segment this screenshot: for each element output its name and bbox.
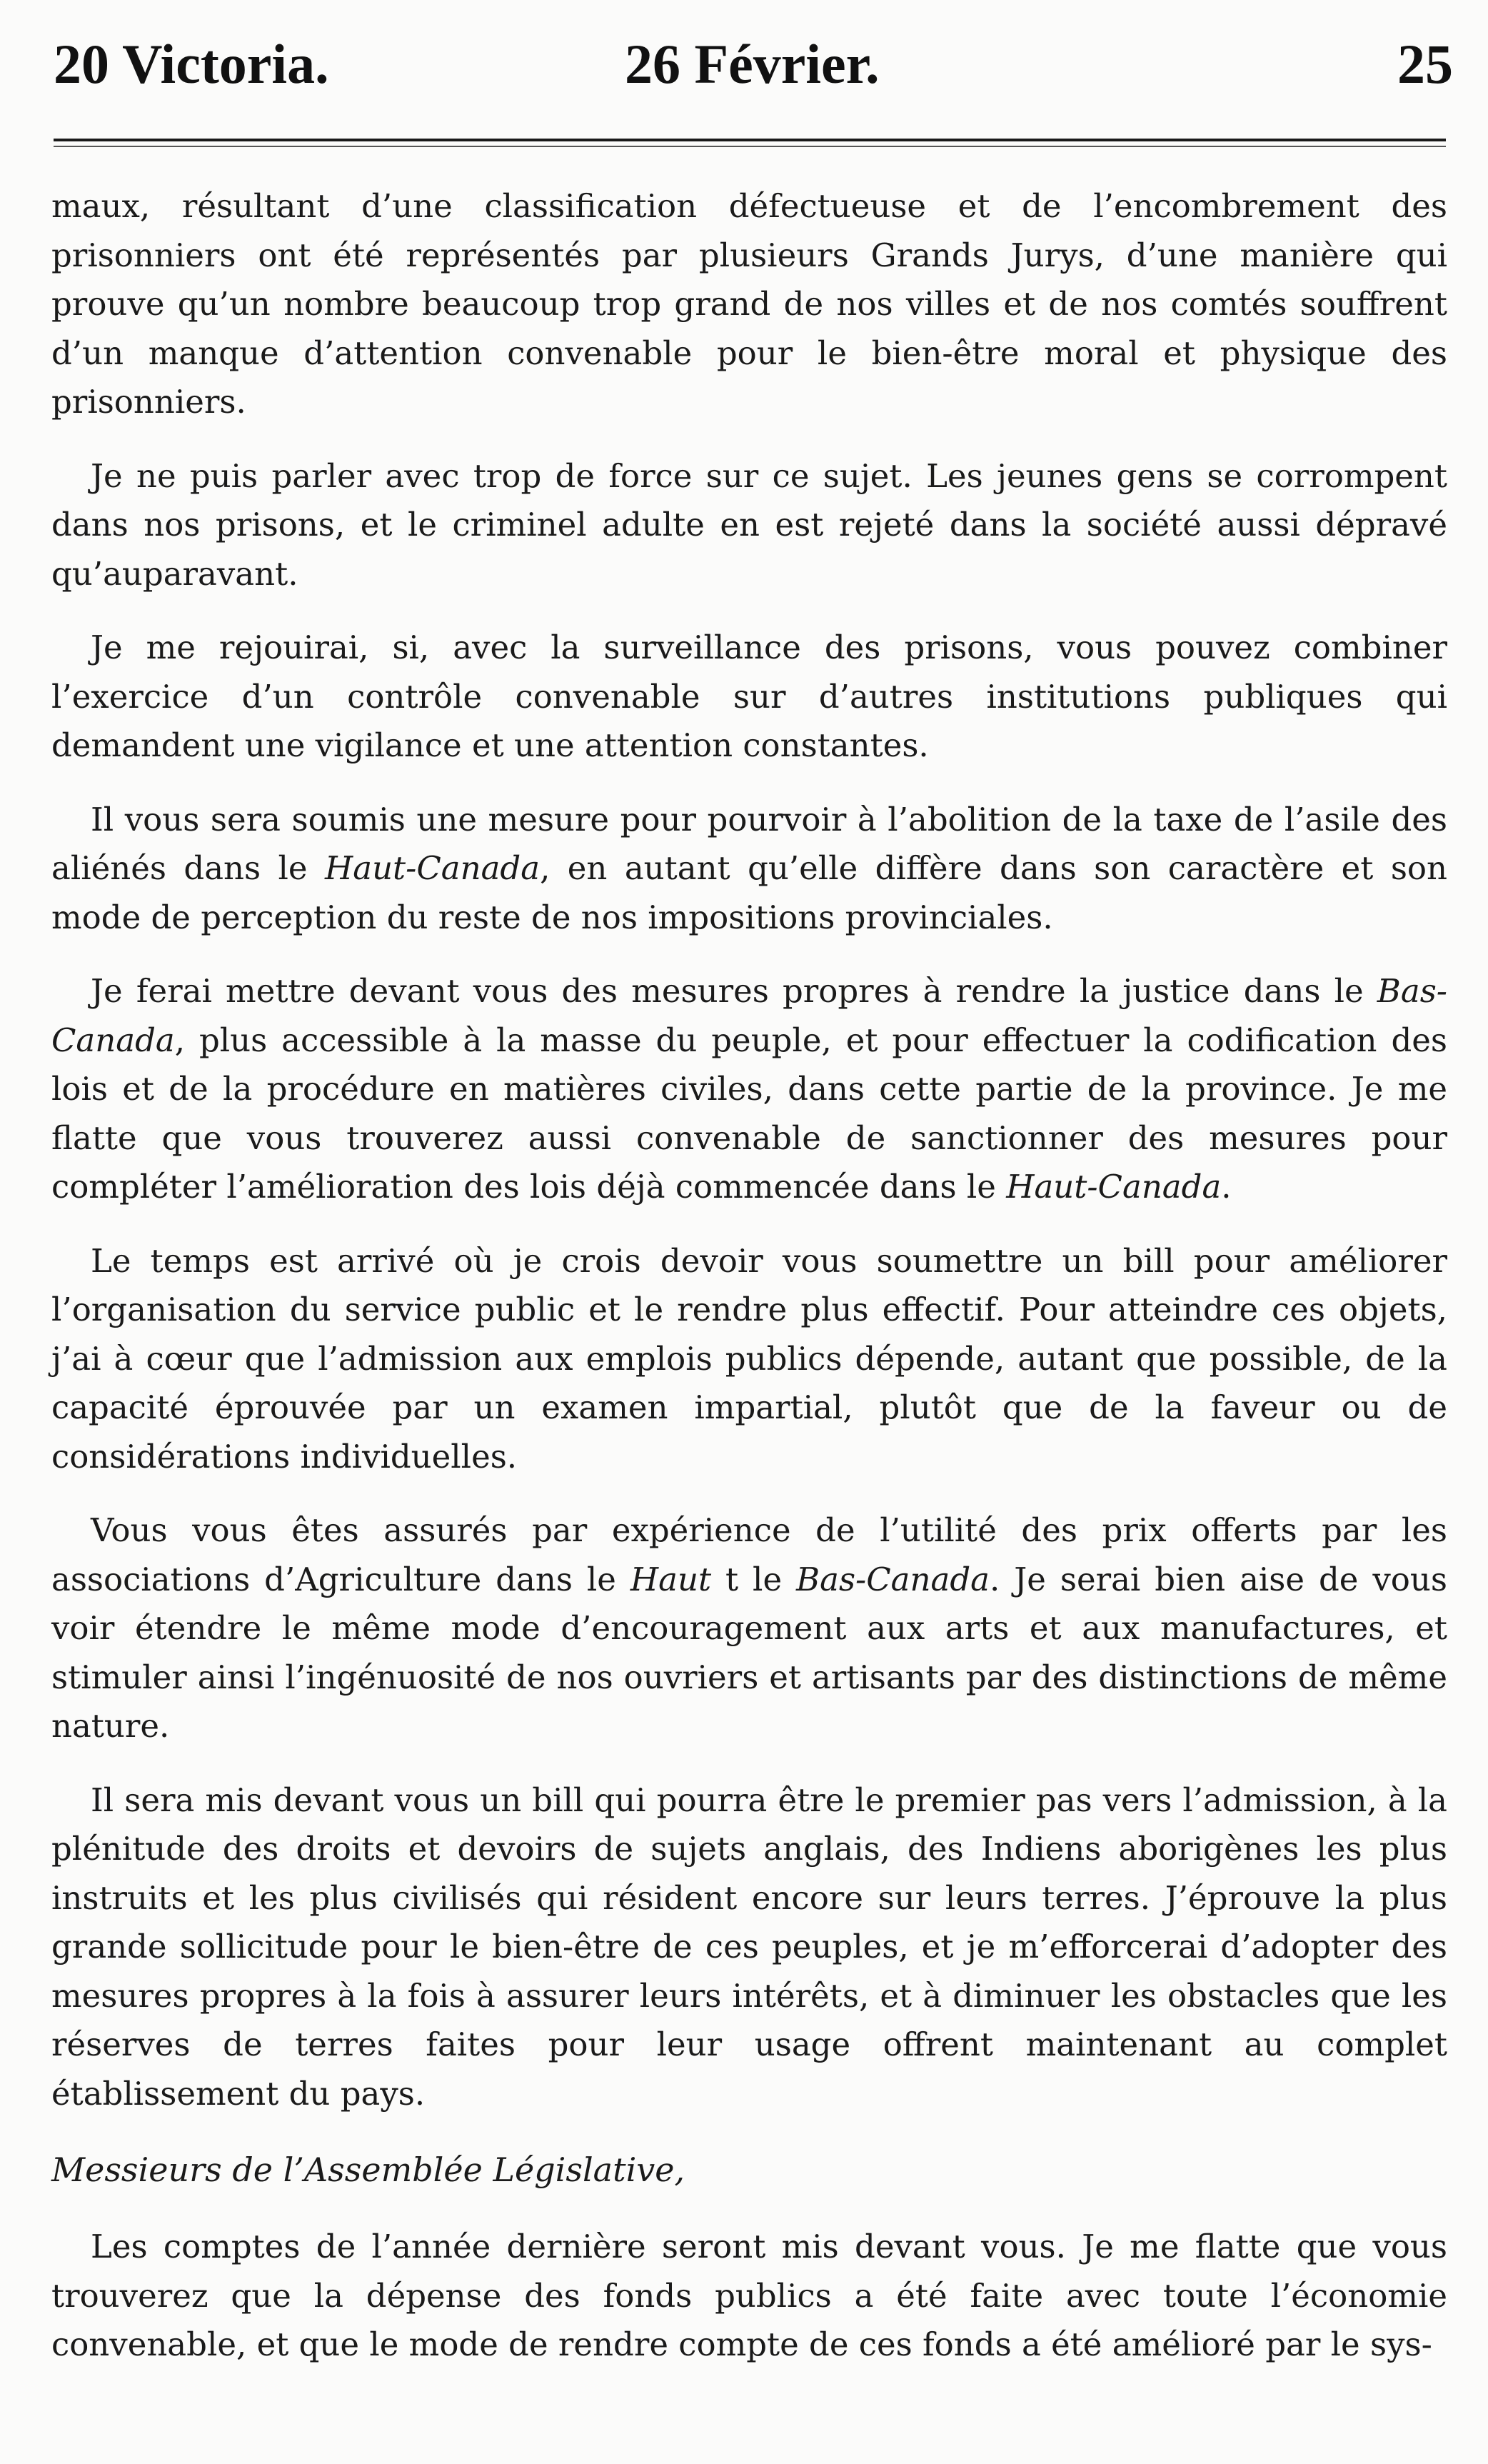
place-name: Bas-Canada [796, 1560, 990, 1598]
paragraph-text: t le [711, 1560, 797, 1598]
paragraph-text: Il vous sera soumis une mesure pour pourvoir à l’abolition de la taxe de l’asile des aliénés dans le [51, 800, 1447, 887]
paragraph-text: Le temps est arrivé où je crois devoir vous soumettre un bill pour améliorer l’organisation du service public et le rendre plus effectif. Pour atteindre ces objets, j’ai à cœur que l’admission aux emplois publics dépende, autant que possible, de la capacité éprouvée par un examen impartial, plutôt que de la faveur ou de considérations individuelles. [51, 1241, 1447, 1476]
page-header [54, 29, 1453, 100]
place-name: Haut-Canada [325, 849, 541, 887]
paragraph-text: . Je serai bien aise de vous voir étendre le même mode d’encouragement aux arts et aux manufactures, et stimuler ainsi l’ingénuosité de nos ouvriers et artisants par des distinctions de même nature. [51, 1560, 1447, 1745]
paragraph-text: maux, résultant d’une classification défectueuse et de l’encombrement des prisonniers ont été représentés par plusieurs Grands Jurys, d’une manière qui prouve qu’un nombre beaucoup trop grand de nos villes et de nos comtés souffrent d’un manque d’attention convenable pour le bien-être moral et physique des prisonniers. [51, 187, 1447, 421]
paragraph-text: , en autant qu’elle diffère dans son caractère et son mode de perception du reste de nos impositions provinciales. [51, 849, 1447, 936]
paragraph-text: Je ferai mettre devant vous des mesures propres à rendre la justice dans le [91, 972, 1377, 1010]
paragraph-text: Vous vous êtes assurés par expérience de l’utilité des prix offerts par les associations d’Agriculture dans le [51, 1511, 1447, 1598]
paragraph-2 [51, 452, 1447, 599]
paragraph-text: Je me rejouirai, si, avec la surveillance des prisons, vous pouvez combiner l’exercice d’un contrôle convenable sur d’autres institutions publiques qui demandent une vigilance et une attention constantes. [51, 628, 1447, 764]
paragraph-text: Les comptes de l’année dernière seront mis devant vous. Je me flatte que vous trouverez que la dépense des fonds publics a été faite avec toute l’économie convenable, et que le mode de rendre compte de ces fonds a été amélioré par le sys- [51, 2228, 1447, 2363]
paragraph-7 [51, 1506, 1447, 1751]
place-name: Haut-Canada [1006, 1168, 1222, 1206]
paragraph-1 [51, 182, 1447, 427]
paragraph-text: Je ne puis parler avec trop de force sur ce sujet. Les jeunes gens se corrompent dans nos prisons, et le criminel adulte en est rejeté dans la société aussi dépravé qu’auparavant. [51, 456, 1447, 593]
paragraph-text: Il sera mis devant vous un bill qui pourra être le premier pas vers l’admission, à la plénitude des droits et devoirs de sujets anglais, des Indiens aborigènes les plus instruits et les plus civilisés qui résident encore sur leurs terres. J’éprouve la plus grande sollicitude pour le bien-être de ces peuples, et je m’efforcerai d’adopter des mesures propres à la fois à assurer leurs intérêts, et à diminuer les obstacles que les réserves de terres faites pour leur usage offrent maintenant au complet établissement du pays. [51, 1781, 1447, 2113]
paragraph-6 [51, 1237, 1447, 1482]
paragraph-final [51, 2223, 1447, 2370]
header-left-text: 20 Victoria. [54, 33, 329, 95]
header-rule [54, 139, 1446, 141]
paragraph-text: , plus accessible à la masse du peuple, et pour effectuer la codification des lois et de la procédure en matières civiles, dans cette partie de la province. Je me flatte que vous trouverez aussi convenable de sanctionner des mesures pour compléter l’amélioration des lois déjà commencée dans le [51, 1021, 1447, 1206]
header-date: 26 Février. [625, 33, 880, 95]
paragraph-3 [51, 623, 1447, 771]
paragraph-text: . [1221, 1168, 1232, 1206]
place-name: Haut [630, 1560, 712, 1598]
place-name: Bas-Canada [51, 972, 1447, 1059]
header-rule-secondary [54, 146, 1446, 147]
paragraph-4 [51, 796, 1447, 943]
body-text [51, 182, 1447, 2395]
section-heading: Messieurs de l’Assemblée Législative, [51, 2150, 685, 2189]
paragraph-8 [51, 1776, 1447, 2119]
page-number: 25 [1397, 33, 1453, 95]
paragraph-5 [51, 967, 1447, 1212]
